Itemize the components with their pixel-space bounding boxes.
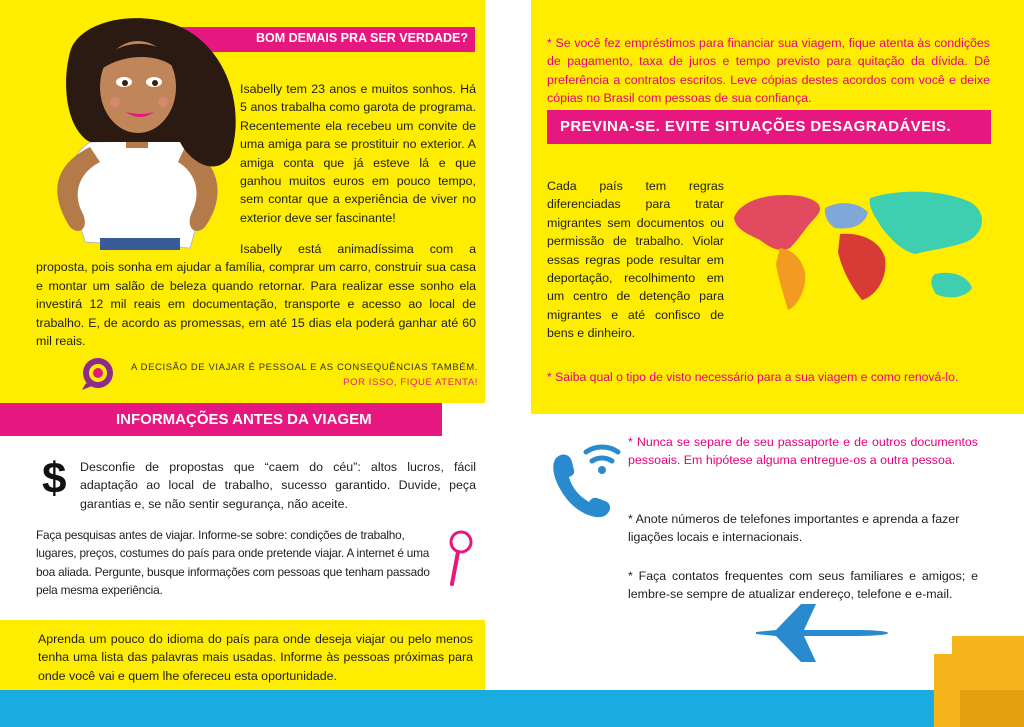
decision-line-1: A DECISÃO DE VIAJAR É PESSOAL E AS CONSEQUÊNCIAS TAMBÉM.: [130, 362, 478, 373]
language-text: Aprenda um pouco do idioma do país para onde deseja viajar ou pelo menos tenha uma lista das palavras mais usadas. Informe às pessoas próximas para onde você vai e quem lhe ofereceu esta oportunidade.: [38, 632, 473, 683]
magnifier-icon: [446, 528, 476, 588]
phone-wifi-icon: [548, 436, 622, 520]
woman-illustration: [30, 12, 245, 250]
passport-note: * Nunca se separe de seu passaporte e de outros documentos pessoais. Em hipótese alguma entregue-os a outra pessoa.: [628, 435, 978, 468]
dollar-icon: $: [42, 454, 67, 503]
story-paragraph-1: Isabelly tem 23 anos e muitos sonhos. Há 5 anos trabalha como garota de programa. Recentemente ela recebeu um convite de uma amiga para se prostituir no exterior. A amiga conta que já esteve lá e que ganhou muitos euros em pouco tempo, sem contar que a experiência de viver no exterior deve ser fascinante!: [240, 82, 476, 225]
decorative-block-notch: [934, 636, 952, 654]
decorative-block-small: [960, 690, 1024, 727]
rules-text: Cada país tem regras diferenciadas para tratar migrantes sem documentos ou permissão de trabalho. Violar essas regras pode resultar em deportação, recolhimento em um centro de detenção para migrantes e até confisco de bens e dinheiro.: [547, 179, 724, 341]
prevent-heading: PREVINA-SE. EVITE SITUAÇÕES DESAGRADÁVEIS.: [560, 118, 952, 135]
phones-note: * Anote números de telefones importantes e aprenda a fazer ligações locais e internacionais.: [628, 512, 960, 545]
bottom-cyan-strip: [0, 690, 1024, 727]
decision-line-2: POR ISSO, FIQUE ATENTA!: [343, 377, 478, 388]
research-text: Faça pesquisas antes de viajar. Informe-se sobre: condições de trabalho, lugares, preços, costumes do país para onde pretende viajar. A internet é uma boa aliada. Pergunte, busque informações com pessoas que tenham passado pela mesma experiência.: [36, 528, 430, 598]
world-map: [730, 178, 998, 313]
info-heading: INFORMAÇÕES ANTES DA VIAGEM: [116, 411, 372, 428]
loan-note: * Se você fez empréstimos para financiar sua viagem, fique atenta às condições de pagamento, taxa de juros e tempo previsto para quitação da dívida. Dê preferência a contratos escritos. Leve cópias destes acordos com você e deixe cópias no Brasil com pessoas de sua confiança.: [547, 36, 990, 106]
contacts-note: * Faça contatos frequentes com seus familiares e amigos; e lembre-se sempre de atualizar endereço, telefone e e-mail.: [628, 569, 978, 602]
speech-bubble-icon: [80, 355, 120, 391]
airplane-icon: [756, 602, 891, 664]
distrust-text: Desconfie de propostas que “caem do céu”: altos lucros, fácil adaptação ao local de trabalho, sucesso garantido. Duvide, peça garantias e, se não sentir segurança, não aceite.: [80, 460, 476, 511]
story-heading: BOM DEMAIS PRA SER VERDADE?: [255, 31, 468, 45]
visa-note: * Saiba qual o tipo de visto necessário para a sua viagem e como renová-lo.: [547, 370, 959, 384]
story-paragraph-2: Isabelly está animadíssima com a proposta, pois sonha em ajudar a família, comprar um carro, construir sua casa e montar um salão de beleza quando retornar. Para realizar esse sonho ela investirá 12 mil reais em documentação, transporte e acesso ao local de trabalho. E, de acordo as promessas, em até 15 dias ela poderá ganhar até 60 mil reais.: [36, 242, 476, 349]
